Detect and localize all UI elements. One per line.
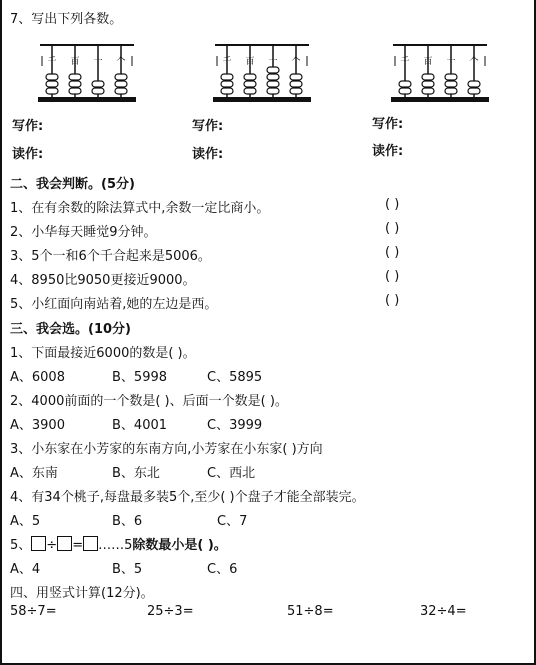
judge-answer-1: ( ): [385, 197, 400, 212]
judge-item-2: 2、小华每天睡觉9分钟。: [10, 225, 157, 240]
read-label-2: 读作:: [192, 147, 224, 162]
choice-q2-opt-c: C、3999: [207, 418, 263, 433]
choice-q4-opt-c: C、7: [217, 514, 248, 529]
abacus-bead: [422, 88, 434, 94]
choice-q3-opt-a: A、东南: [10, 466, 58, 481]
choice-q1: 1、下面最接近6000的数是( )。: [10, 346, 196, 361]
abacus-bead: [244, 88, 256, 94]
write-label-1: 写作:: [12, 119, 44, 134]
abacus-bead: [221, 88, 233, 94]
abacus-bead: [290, 88, 302, 94]
judge-answer-4: ( ): [385, 269, 400, 284]
abacus-bead: [422, 81, 434, 87]
abacus-bead: [267, 67, 279, 73]
section4-title: 四、用竖式计算(12分)。: [10, 586, 154, 601]
q7-title: 7、写出下列各数。: [10, 12, 123, 27]
abacus-bead: [445, 88, 457, 94]
choice-q5-opt-c: C、6: [207, 562, 238, 577]
choice-q3: 3、小东家在小芳家的东南方向,小芳家在小东家( )方向: [10, 442, 323, 457]
choice-q3-opt-b: B、东北: [112, 466, 160, 481]
abacus-bead: [46, 74, 58, 80]
judge-answer-2: ( ): [385, 221, 400, 236]
abacus-column-label: 个: [469, 57, 479, 67]
equals-sign: =: [72, 538, 84, 553]
write-label-3: 写作:: [372, 117, 404, 132]
judge-item-3: 3、5个一和6个千合起来是5006。: [10, 249, 211, 264]
choice-q4-opt-a: A、5: [10, 514, 41, 529]
division-sign: ÷: [46, 538, 58, 553]
abacus-bead: [267, 88, 279, 94]
abacus-bead: [290, 74, 302, 80]
read-label-1: 读作:: [12, 147, 44, 162]
write-label-2: 写作:: [192, 119, 224, 134]
abacus-bead: [267, 81, 279, 87]
choice-q3-opt-c: C、西北: [207, 466, 256, 481]
abacus-bead: [69, 88, 81, 94]
abacus-column-label: 百: [423, 57, 433, 67]
read-label-3: 读作:: [372, 144, 404, 159]
judge-answer-3: ( ): [385, 245, 400, 260]
abacus-column-label: 千: [47, 57, 57, 67]
abacus-bead: [468, 88, 480, 94]
abacus-bead: [468, 81, 480, 87]
abacus-column-label: 百: [245, 57, 255, 67]
choice-q2-opt-b: B、4001: [112, 418, 168, 433]
abacus-bead: [115, 74, 127, 80]
choice-q1-opt-c: C、5895: [207, 370, 263, 385]
abacus-bead: [445, 74, 457, 80]
calc-problem-4: 32÷4=: [420, 604, 467, 619]
abacus-1: [32, 42, 142, 104]
choice-q1-opt-b: B、5998: [112, 370, 168, 385]
abacus-bead: [69, 81, 81, 87]
judge-item-4: 4、8950比9050更接近9000。: [10, 273, 196, 288]
abacus-column-label: 千: [222, 57, 232, 67]
calc-problem-3: 51÷8=: [287, 604, 334, 619]
abacus-bead: [244, 74, 256, 80]
abacus-bead: [115, 81, 127, 87]
calc-problem-2: 25÷3=: [147, 604, 194, 619]
choice-q5: [10, 534, 227, 553]
choice-q4-opt-b: B、6: [112, 514, 143, 529]
remainder-text: ……5: [98, 538, 133, 553]
choice-q5-opt-a: A、4: [10, 562, 41, 577]
abacus-bead: [46, 88, 58, 94]
choice-q2: 2、4000前面的一个数是( )、后面一个数是( )。: [10, 394, 288, 409]
abacus-bead: [267, 74, 279, 80]
judge-answer-5: ( ): [385, 293, 400, 308]
abacus-bead: [115, 88, 127, 94]
abacus-2: [207, 42, 317, 104]
abacus-column-label: 十: [446, 57, 456, 67]
abacus-bead: [399, 81, 411, 87]
choice-q5-text: 除数最小是( )。: [132, 538, 227, 553]
abacus-bead: [92, 81, 104, 87]
blank-box-dividend: [31, 536, 46, 551]
abacus-bead: [221, 74, 233, 80]
abacus-bead: [445, 81, 457, 87]
abacus-bead: [422, 74, 434, 80]
calc-problem-1: 58÷7=: [10, 604, 57, 619]
abacus-base: [391, 97, 489, 102]
judge-item-5: 5、小红面向南站着,她的左边是西。: [10, 297, 218, 312]
abacus-bead: [399, 88, 411, 94]
abacus-column-label: 个: [291, 57, 301, 67]
blank-box-quotient: [83, 536, 98, 551]
section2-title: 二、我会判断。(5分): [10, 177, 135, 192]
abacus-base: [213, 97, 311, 102]
abacus-bead: [221, 81, 233, 87]
choice-q5-opt-b: B、5: [112, 562, 143, 577]
choice-q4: 4、有34个桃子,每盘最多装5个,至少( )个盘子才能全部装完。: [10, 490, 365, 505]
abacus-column-label: 百: [70, 57, 80, 67]
choice-q5-number: 5、: [10, 538, 32, 553]
abacus-bead: [69, 74, 81, 80]
abacus-column-label: 十: [268, 57, 278, 67]
abacus-bead: [92, 88, 104, 94]
abacus-column-label: 十: [93, 57, 103, 67]
abacus-bead: [290, 81, 302, 87]
abacus-bead: [46, 81, 58, 87]
judge-item-1: 1、在有余数的除法算式中,余数一定比商小。: [10, 201, 270, 216]
choice-q2-opt-a: A、3900: [10, 418, 65, 433]
abacus-column-label: 个: [116, 57, 126, 67]
choice-q1-opt-a: A、6008: [10, 370, 65, 385]
abacus-column-label: 千: [400, 57, 410, 67]
blank-box-divisor: [57, 536, 72, 551]
abacus-3: [385, 42, 495, 104]
abacus-bead: [244, 81, 256, 87]
abacus-base: [38, 97, 136, 102]
section3-title: 三、我会选。(10分): [10, 322, 131, 337]
